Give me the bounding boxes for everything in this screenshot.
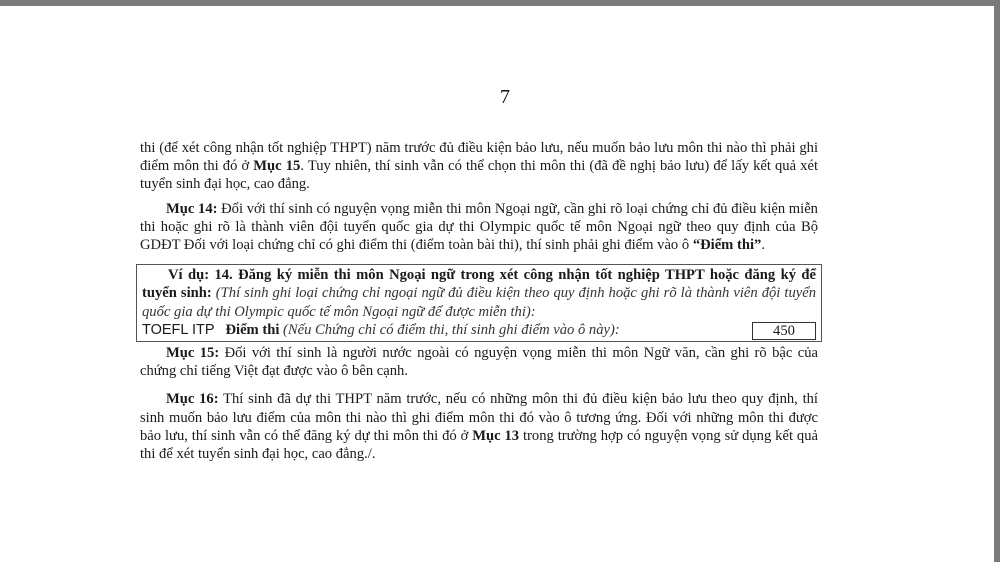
score-label: Điểm thi xyxy=(225,321,280,338)
score-note: (Nếu Chứng chỉ có điểm thi, thí sinh ghi điểm vào ô này): xyxy=(279,321,620,338)
section-heading: Mục 16: xyxy=(166,391,219,408)
score-box: 450 xyxy=(752,322,816,340)
document-body xyxy=(140,139,818,463)
example-heading: Ví dụ: 14. Đăng ký miễn thi môn Ngoại ngữ trong xét công nhận tốt nghiệp THPT hoặc đăng ký để tuyển sinh: xyxy=(142,267,816,302)
text: thi (để xét công nhận tốt nghiệp THPT) năm trước đủ điều kiện bảo lưu, nếu muốn bảo lưu môn thi nào thì phải ghi điểm môn thi đó ở xyxy=(140,140,818,175)
text: . Tuy nhiên, thí sinh vẫn có thể chọn thi môn thi (đã đề nghị bảo lưu) để lấy kết quả xét tuyển sinh đại học, cao đẳng. xyxy=(140,158,818,193)
text: Thí sinh đã dự thi THPT năm trước, nếu có những môn thi đủ điều kiện bảo lưu theo quy định, thí sinh muốn bảo lưu điểm của môn thi nào thì ghi điểm môn thi đó vào ô tương ứng. Đối với những môn thi được bảo lưu, thí sinh vẫn có thể đăng ký dự thi môn thi đó ở xyxy=(140,391,818,444)
text: Đối với thí sinh có nguyện vọng miễn thi môn Ngoại ngữ, cần ghi rõ loại chứng chỉ đủ điều kiện miễn thi hoặc ghi rõ là thành viên đội tuyển quốc gia dự thi Olympic quốc tế môn Ngoại ngữ theo quy định của Bộ GDĐT Đối với loại chứng chỉ có ghi điểm thi (điểm toàn bài thi), thí sinh phải ghi điểm vào ô xyxy=(140,200,818,254)
text: Đối với thí sinh là người nước ngoài có nguyện vọng miễn thi môn Ngữ văn, cần ghi rõ bậc của chứng chỉ tiếng Việt đạt được vào ô bên cạnh. xyxy=(140,345,818,380)
paragraph-bao-luu xyxy=(140,139,818,194)
certificate-name: TOEFL ITP xyxy=(142,321,215,338)
page-number: 7 xyxy=(500,86,510,108)
example-score-line xyxy=(142,321,816,339)
text: . xyxy=(761,237,765,254)
example-box xyxy=(136,264,822,342)
section-ref: Mục 13 xyxy=(472,427,520,444)
text: trong trường hợp có nguyện vọng sử dụng kết quả thi để xét tuyển sinh đại học, cao đẳng./. xyxy=(140,427,818,463)
example-note: (Thí sinh ghi loại chứng chỉ ngoại ngữ đủ điều kiện theo quy định hoặc ghi rõ là thành viên đội tuyển quốc gia dự thi Olympic quốc tế môn Ngoại ngữ để được miễn thi): xyxy=(142,285,816,320)
paragraph-muc-15 xyxy=(140,344,818,380)
paragraph-muc-16 xyxy=(140,390,818,463)
section-heading: Mục 14: xyxy=(166,200,218,217)
example-text xyxy=(142,266,816,321)
section-heading: Mục 15: xyxy=(166,345,220,362)
paragraph-muc-14 xyxy=(140,200,818,255)
field-ref: “Điểm thi” xyxy=(692,237,762,254)
section-ref: Mục 15 xyxy=(253,158,301,175)
document-page xyxy=(0,6,994,562)
